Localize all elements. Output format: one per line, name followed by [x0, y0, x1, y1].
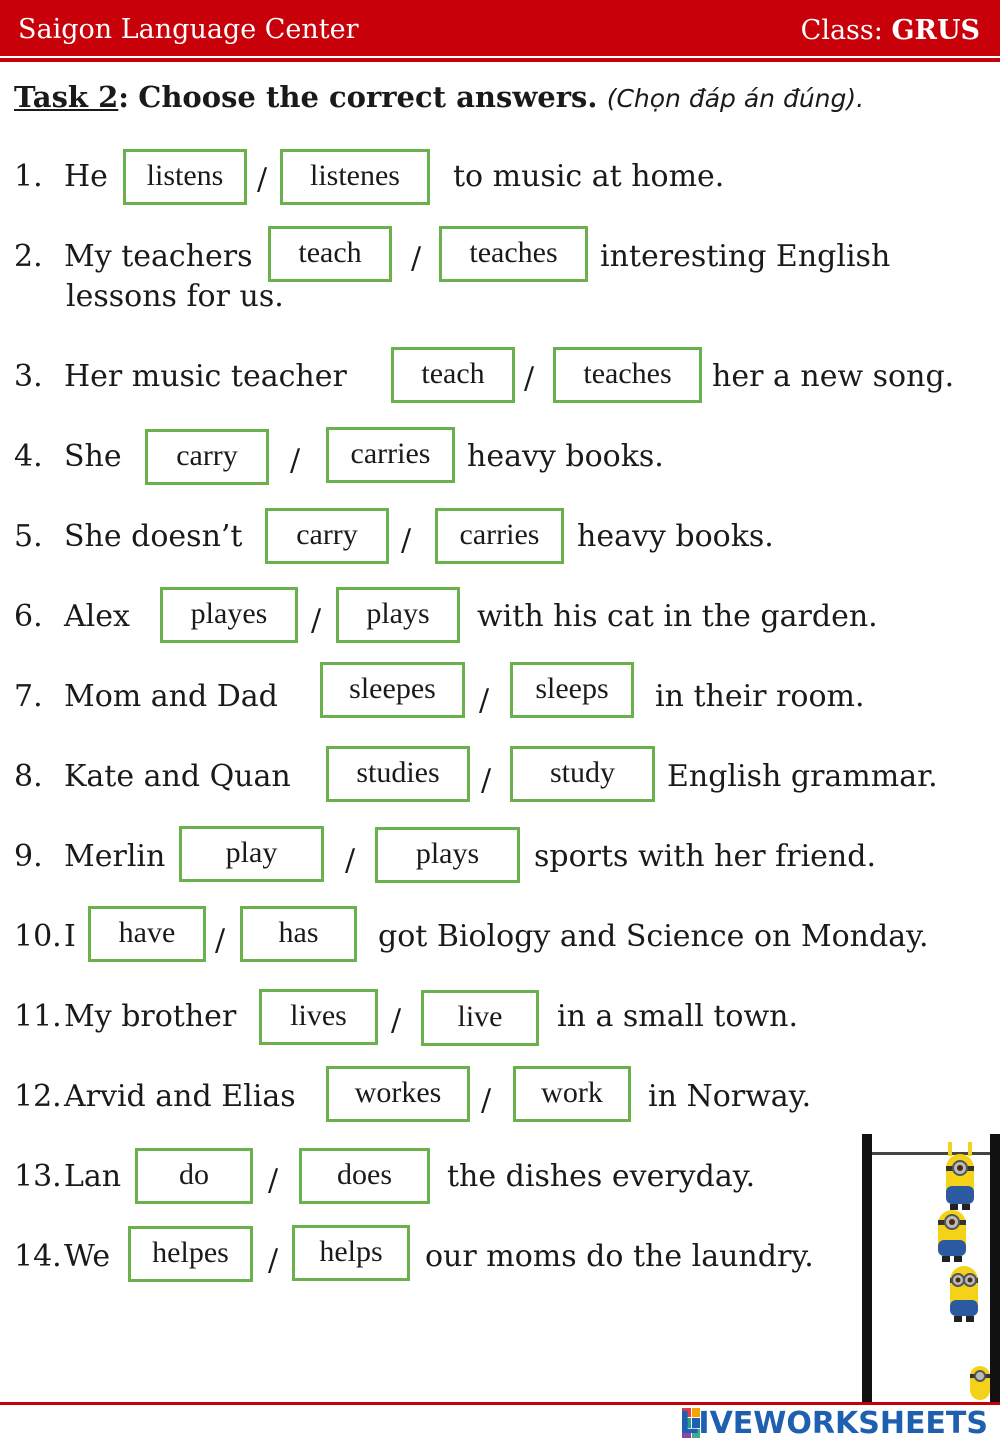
question-suffix: got Biology and Science on Monday. [378, 919, 929, 954]
option-box-a[interactable]: sleepes [320, 662, 465, 718]
option-box-b[interactable]: carries [435, 508, 564, 564]
question-suffix: our moms do the laundry. [425, 1239, 814, 1274]
option-separator: / [268, 1243, 279, 1278]
option-box-a[interactable]: play [179, 826, 324, 882]
question-prefix: Lan [64, 1159, 122, 1194]
option-box-b[interactable]: study [510, 746, 655, 802]
option-separator: / [290, 443, 301, 478]
option-box-a[interactable]: have [88, 906, 206, 962]
option-box-b[interactable]: helps [292, 1225, 410, 1281]
minion-icon [968, 1362, 990, 1402]
question-prefix: She [64, 439, 122, 474]
option-box-b[interactable]: teaches [553, 347, 702, 403]
option-box-a[interactable]: teach [268, 226, 392, 282]
question-suffix: heavy books. [467, 439, 664, 474]
question-prefix: He [64, 159, 108, 194]
option-separator: / [401, 523, 412, 558]
option-box-a[interactable]: playes [160, 587, 298, 643]
task-heading [14, 80, 864, 114]
question-number: 14. [14, 1239, 62, 1274]
pole-left [862, 1134, 872, 1402]
pole-right [990, 1134, 1000, 1402]
task-instruction: Choose the correct answers. [138, 80, 598, 114]
question-number: 1. [14, 159, 43, 194]
question-number: 5. [14, 519, 43, 554]
option-box-a[interactable]: lives [259, 989, 378, 1045]
option-separator: / [481, 1083, 492, 1118]
question-suffix: heavy books. [577, 519, 774, 554]
option-box-b[interactable]: teaches [439, 226, 588, 282]
class-info [801, 15, 980, 46]
question-prefix: Her music teacher [64, 359, 347, 394]
question-suffix: English grammar. [667, 759, 938, 794]
option-box-b[interactable]: sleeps [510, 662, 634, 718]
option-box-b[interactable]: plays [375, 827, 520, 883]
question-number: 13. [14, 1159, 62, 1194]
option-separator: / [215, 923, 226, 958]
option-box-a[interactable]: do [135, 1148, 253, 1204]
option-separator: / [268, 1163, 279, 1198]
option-box-a[interactable]: teach [391, 347, 515, 403]
question-prefix: My brother [64, 999, 237, 1034]
minion-icon [944, 1262, 984, 1326]
option-box-b[interactable]: has [240, 906, 357, 962]
question-number: 3. [14, 359, 43, 394]
question-number: 8. [14, 759, 43, 794]
option-box-b[interactable]: work [513, 1066, 631, 1122]
question-number: 6. [14, 599, 43, 634]
option-box-b[interactable]: listenes [280, 149, 430, 205]
center-name: Saigon Language Center [18, 14, 359, 45]
option-separator: / [479, 683, 490, 718]
option-box-b[interactable]: does [299, 1148, 430, 1204]
option-box-b[interactable]: carries [326, 427, 455, 483]
question-suffix: interesting English [600, 239, 891, 274]
question-prefix: My teachers [64, 239, 253, 274]
question-number: 2. [14, 239, 43, 274]
option-box-a[interactable]: listens [123, 149, 247, 205]
question-number: 12. [14, 1079, 62, 1114]
question-number: 7. [14, 679, 43, 714]
option-box-a[interactable]: helpes [128, 1226, 253, 1282]
question-suffix: to music at home. [453, 159, 725, 194]
option-box-b[interactable]: plays [336, 587, 460, 643]
question-number: 11. [14, 999, 62, 1034]
option-box-a[interactable]: carry [265, 508, 389, 564]
class-value: GRUS [891, 15, 980, 46]
question-prefix: Merlin [64, 839, 166, 874]
question-prefix: Arvid and Elias [64, 1079, 296, 1114]
option-separator: / [345, 843, 356, 878]
question-prefix: I [64, 919, 76, 954]
task-number: Task 2 [14, 80, 119, 114]
option-separator: / [524, 361, 535, 396]
liveworksheets-logo[interactable]: LIVEWORKSHEETS [679, 1406, 988, 1441]
task-vietnamese: (Chọn đáp án đúng). [606, 84, 865, 113]
question-suffix: her a new song. [712, 359, 955, 394]
minion-icon [940, 1142, 980, 1212]
question-prefix: We [64, 1239, 111, 1274]
option-box-a[interactable]: workes [326, 1066, 470, 1122]
question-suffix: with his cat in the garden. [477, 599, 878, 634]
question-number: 9. [14, 839, 43, 874]
option-separator: / [391, 1003, 402, 1038]
header-bar [0, 0, 1000, 56]
option-separator: / [411, 241, 422, 276]
question-suffix-line2: lessons for us. [66, 279, 284, 314]
minion-icon [932, 1206, 972, 1266]
question-prefix: She doesn’t [64, 519, 243, 554]
question-number: 10. [14, 919, 62, 954]
header-divider [0, 58, 1000, 62]
question-suffix: sports with her friend. [534, 839, 876, 874]
question-number: 4. [14, 439, 43, 474]
option-box-b[interactable]: live [421, 990, 539, 1046]
option-box-a[interactable]: studies [326, 746, 470, 802]
question-prefix: Mom and Dad [64, 679, 278, 714]
question-prefix: Alex [64, 599, 130, 634]
task-colon: : [118, 80, 130, 114]
question-prefix: Kate and Quan [64, 759, 291, 794]
question-suffix: the dishes everyday. [447, 1159, 756, 1194]
class-label: Class: [800, 15, 883, 46]
option-separator: / [481, 763, 492, 798]
option-separator: / [311, 603, 322, 638]
option-box-a[interactable]: carry [145, 429, 269, 485]
question-suffix: in a small town. [557, 999, 798, 1034]
question-suffix: in Norway. [648, 1079, 812, 1114]
footer-divider [0, 1402, 1000, 1405]
option-separator: / [257, 162, 268, 197]
minions-illustration [862, 1134, 1000, 1402]
question-suffix: in their room. [655, 679, 865, 714]
